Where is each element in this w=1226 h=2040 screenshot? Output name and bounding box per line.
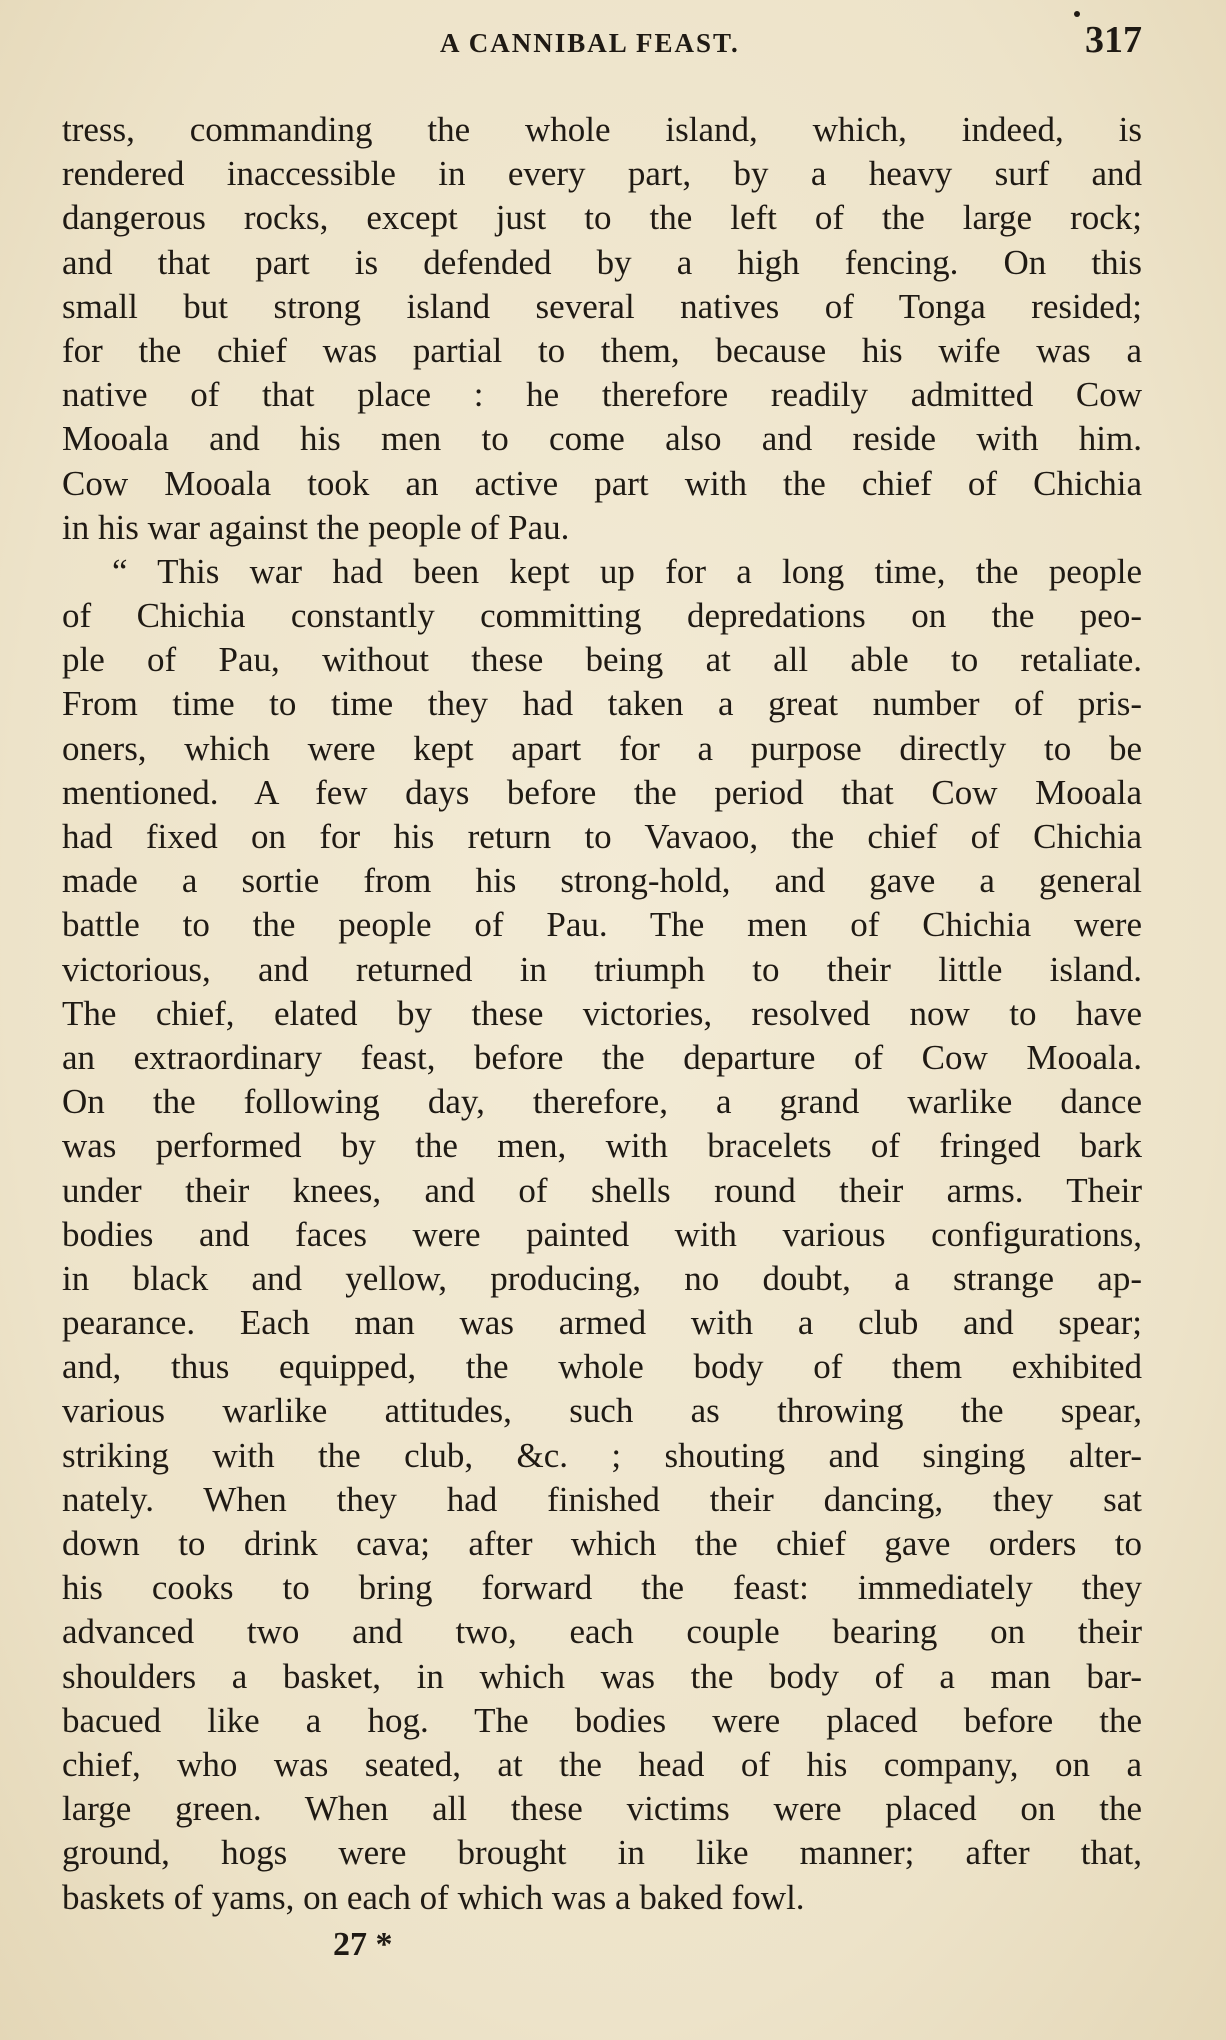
text-line: rendered inaccessible in every part, by a heavy surf and xyxy=(62,154,1142,194)
text-line: chief, who was seated, at the head of his company, on a xyxy=(62,1744,1142,1784)
text-line: and that part is defended by a high fencing. On this xyxy=(62,242,1142,282)
text-line: From time to time they had taken a great number of pris- xyxy=(62,684,1142,724)
text-line: had fixed on for his return to Vavaoo, the chief of Chichia xyxy=(62,817,1142,856)
text-line: was performed by the men, with bracelets of fringed bark xyxy=(62,1126,1142,1166)
text-line: bacued like a hog. The bodies were placed before the xyxy=(62,1700,1142,1740)
text-line: battle to the people of Pau. The men of Chichia were xyxy=(62,905,1142,945)
body-text xyxy=(62,108,1142,1920)
text-line: in black and yellow, producing, no doubt, a strange ap- xyxy=(62,1258,1142,1298)
text-line: of Chichia constantly committing depredations on the peo- xyxy=(62,596,1142,636)
text-line: large green. When all these victims were placed on the xyxy=(62,1789,1142,1829)
text-line: “ This war had been kept up for a long time, the people xyxy=(112,551,1142,591)
text-line: advanced two and two, each couple bearing on their xyxy=(62,1612,1142,1652)
text-line: his cooks to bring forward the feast: immediately they xyxy=(62,1568,1142,1608)
text-line: for the chief was partial to them, because his wife was a xyxy=(62,330,1142,370)
text-line: mentioned. A few days before the period that Cow Mooala xyxy=(62,772,1142,812)
text-line: and, thus equipped, the whole body of them exhibited xyxy=(62,1347,1142,1387)
text-line: under their knees, and of shells round their arms. Their xyxy=(62,1170,1142,1210)
text-line: small but strong island several natives of Tonga resided; xyxy=(62,286,1142,326)
text-line: bodies and faces were painted with various configurations, xyxy=(62,1214,1142,1254)
text-line: victorious, and returned in triumph to their little island. xyxy=(62,949,1142,989)
text-line: in his war against the people of Pau. xyxy=(62,507,570,547)
text-line: made a sortie from his strong-hold, and gave a general xyxy=(62,861,1142,901)
text-line: baskets of yams, on each of which was a baked fowl. xyxy=(62,1877,805,1917)
text-line: nately. When they had finished their dancing, they sat xyxy=(62,1479,1142,1519)
text-line: shoulders a basket, in which was the body of a man bar- xyxy=(62,1656,1142,1696)
text-line: oners, which were kept apart for a purpose directly to be xyxy=(62,728,1142,768)
running-head: A CANNIBAL FEAST. xyxy=(440,28,740,58)
text-line: pearance. Each man was armed with a club and spear; xyxy=(62,1303,1142,1343)
text-line: an extraordinary feast, before the departure of Cow Mooala. xyxy=(62,1037,1142,1077)
text-line: ple of Pau, without these being at all able to retaliate. xyxy=(62,640,1142,680)
text-line: ground, hogs were brought in like manner; after that, xyxy=(62,1833,1142,1873)
text-line: striking with the club, &c. ; shouting and singing alter- xyxy=(62,1435,1142,1475)
text-line: On the following day, therefore, a grand warlike dance xyxy=(62,1082,1142,1122)
text-line: down to drink cava; after which the chief gave orders to xyxy=(62,1524,1142,1563)
signature-mark: 27 * xyxy=(333,1926,393,1963)
text-line: tress, commanding the whole island, which, indeed, is xyxy=(62,110,1142,149)
text-line: dangerous rocks, except just to the left of the large rock; xyxy=(62,198,1142,238)
ink-speck xyxy=(1074,11,1080,17)
text-line: various warlike attitudes, such as throwing the spear, xyxy=(62,1391,1142,1431)
text-line: Mooala and his men to come also and reside with him. xyxy=(62,419,1142,459)
text-line: Cow Mooala took an active part with the chief of Chichia xyxy=(62,463,1142,503)
page-number: 317 xyxy=(1085,19,1142,61)
text-line: native of that place : he therefore readily admitted Cow xyxy=(62,375,1142,415)
text-line: The chief, elated by these victories, resolved now to have xyxy=(62,993,1142,1033)
